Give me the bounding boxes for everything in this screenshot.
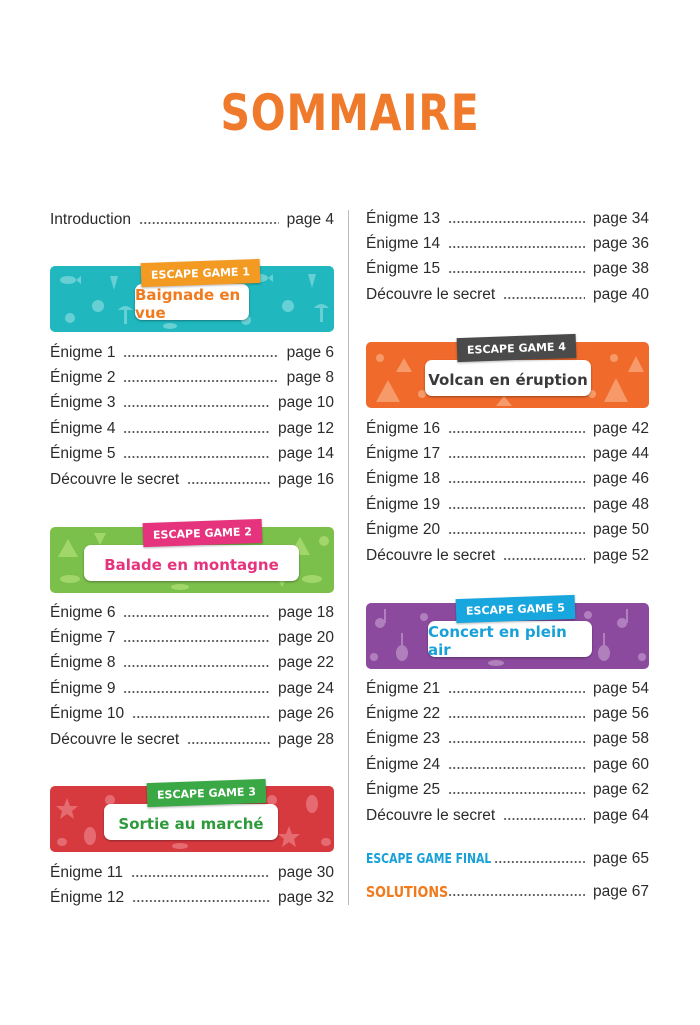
toc-entry[interactable] [50,860,334,885]
dot-leader [448,531,585,535]
entry-label: Énigme 19 [366,495,441,513]
page-title: SOMMAIRE [220,84,480,142]
dot-leader [503,817,585,821]
entry-label: ESCAPE GAME FINAL [366,850,492,867]
entry-page: page 60 [592,755,649,773]
toc-entry[interactable] [50,365,334,390]
dot-leader [132,899,270,903]
escape-game-1-tag: ESCAPE GAME 1 [141,259,261,287]
toc-entry[interactable] [366,676,649,701]
entry-label: Énigme 17 [366,444,441,462]
toc-entry[interactable] [366,778,649,803]
toc-entry[interactable] [50,391,334,416]
dot-leader [123,614,269,618]
toc-entry[interactable] [50,600,334,625]
toc-entry[interactable] [50,702,334,727]
entry-page: page 50 [592,521,649,539]
toc-entry[interactable] [366,492,649,517]
entry-label: Énigme 6 [50,603,116,621]
entry-label: Énigme 9 [50,679,116,697]
entry-label: Énigme 10 [50,705,125,723]
dot-leader [448,715,585,719]
entry-label: Découvre le secret [50,730,180,748]
dot-leader [448,506,585,510]
entry-page: page 14 [277,445,334,463]
entry-label: Énigme 5 [50,445,116,463]
dot-leader [448,893,585,897]
toc-entry[interactable] [50,885,334,910]
toc-entry[interactable] [366,416,649,441]
entry-page: page 52 [592,546,649,564]
toc-entry[interactable] [50,340,334,365]
entry-page: page 24 [277,679,334,697]
escape-game-2-title: Balade en montagne [84,545,299,581]
dot-leader [448,690,585,694]
entry-label: Découvre le secret [50,470,180,488]
entry-label: Énigme 12 [50,888,125,906]
toc-entry[interactable] [50,676,334,701]
entry-label: Énigme 4 [50,419,116,437]
entry-label: Découvre le secret [366,285,496,303]
entry-page: page 32 [277,888,334,906]
dot-leader [187,481,270,485]
escape-game-4-tag: ESCAPE GAME 4 [457,334,577,362]
entry-label: Énigme 1 [50,343,116,361]
entry-label: Énigme 2 [50,368,116,386]
dot-leader [494,860,585,864]
toc-entry[interactable] [50,442,334,467]
entry-label: Énigme 20 [366,521,441,539]
toc-entry[interactable] [366,441,649,466]
entry-label: Énigme 25 [366,781,441,799]
entry-page: page 54 [592,679,649,697]
toc-entry[interactable] [366,518,649,543]
entry-label: Découvre le secret [366,806,496,824]
entry-label: Énigme 21 [366,679,441,697]
entry-page: page 18 [277,603,334,621]
entry-page: page 48 [592,495,649,513]
dot-leader [448,270,585,274]
entry-page: page 62 [592,781,649,799]
dot-leader [448,245,585,249]
dot-leader [123,430,269,434]
entry-label: Énigme 3 [50,394,116,412]
escape-game-3-tag: ESCAPE GAME 3 [147,779,267,807]
entry-label: Énigme 24 [366,755,441,773]
toc-entry-solutions[interactable] [366,879,649,904]
dot-leader [503,557,585,561]
toc-entry[interactable] [366,752,649,777]
toc-entry-introduction[interactable] [50,207,334,232]
entry-page: page 16 [277,470,334,488]
toc-entry[interactable] [50,727,334,752]
entry-label: Énigme 8 [50,654,116,672]
toc-entry[interactable] [366,701,649,726]
escape-game-5-title: Concert en plein air [428,621,592,657]
entry-page: page 28 [277,730,334,748]
entry-label: Énigme 11 [50,863,123,881]
toc-entry[interactable] [366,467,649,492]
dot-leader [448,480,585,484]
dot-leader [448,791,585,795]
dot-leader [448,740,585,744]
dot-leader [123,379,278,383]
entry-page: page 64 [592,806,649,824]
dot-leader [123,404,269,408]
toc-entry[interactable] [366,282,649,307]
entry-label: SOLUTIONS [366,882,449,901]
entry-label: Découvre le secret [366,546,496,564]
toc-entry[interactable] [366,727,649,752]
escape-game-2-tag: ESCAPE GAME 2 [143,519,263,547]
entry-page: page 38 [592,260,649,278]
dot-leader [123,664,269,668]
toc-entry[interactable] [366,803,649,828]
dot-leader [448,766,585,770]
dot-leader [131,874,270,878]
entry-label: Énigme 7 [50,628,116,646]
entry-page: page 8 [286,368,334,386]
entry-page: page 26 [277,705,334,723]
entry-page: page 46 [592,470,649,488]
entry-label: Énigme 16 [366,419,441,437]
entry-page: page 44 [592,444,649,462]
dot-leader [448,430,585,434]
dot-leader [123,354,278,358]
toc-entry-escape-game-final[interactable] [366,846,649,871]
entry-page: page 56 [592,704,649,722]
entry-page: page 30 [277,863,334,881]
entry-page: page 58 [592,730,649,748]
entry-label: Énigme 22 [366,704,441,722]
escape-game-5-tag: ESCAPE GAME 5 [456,595,576,623]
dot-leader [187,741,270,745]
entry-label: Énigme 18 [366,470,441,488]
entry-label: Énigme 23 [366,730,441,748]
toc-entry[interactable] [50,416,334,441]
toc-entry[interactable] [366,206,649,231]
escape-game-3-title: Sortie au marché [104,804,278,840]
toc-entry[interactable] [50,651,334,676]
entry-page: page 42 [592,419,649,437]
dot-leader [123,690,269,694]
escape-game-1-title: Baignade en vue [135,284,249,320]
entry-label: Énigme 15 [366,260,441,278]
toc-entry[interactable] [366,543,649,568]
entry-page: page 10 [277,394,334,412]
dot-leader [448,220,585,224]
escape-game-4-title: Volcan en éruption [425,360,591,396]
toc-entry[interactable] [50,625,334,650]
entry-page: page 6 [286,343,334,361]
toc-entry[interactable] [366,257,649,282]
entry-page: page 22 [277,654,334,672]
entry-page: page 40 [592,285,649,303]
toc-entry[interactable] [366,231,649,256]
dot-leader [132,715,270,719]
toc-entry[interactable] [50,467,334,492]
entry-page: page 34 [592,209,649,227]
dot-leader [123,455,269,459]
entry-label: Introduction [50,210,131,228]
dot-leader [503,296,585,300]
dot-leader [123,639,269,643]
entry-label: Énigme 14 [366,234,441,252]
dot-leader [139,221,279,225]
entry-label: Énigme 13 [366,209,441,227]
column-divider [348,210,349,905]
entry-page: page 67 [592,882,649,900]
entry-page: page 20 [277,628,334,646]
dot-leader [448,455,585,459]
entry-page: page 4 [286,210,334,228]
entry-page: page 12 [277,419,334,437]
entry-page: page 36 [592,234,649,252]
entry-page: page 65 [592,849,649,867]
